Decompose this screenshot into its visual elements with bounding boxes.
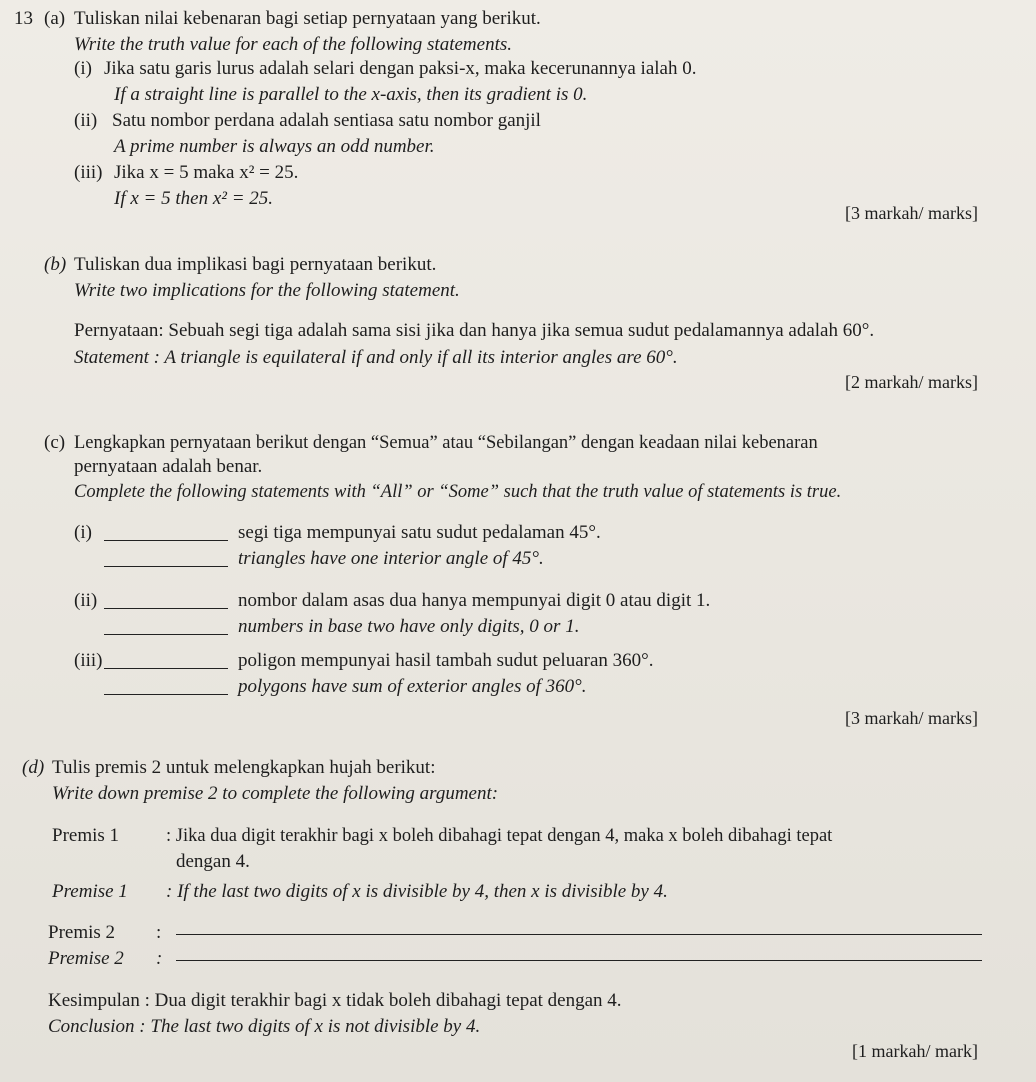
part-c-item-num: (iii) — [74, 650, 103, 671]
part-d-instruction-ms: Tulis premis 2 untuk melengkapkan hujah berikut: — [52, 757, 436, 778]
part-b-instruction-en: Write two implications for the following statement. — [74, 280, 460, 301]
conclusion-en: Conclusion : The last two digits of x is not divisible by 4. — [48, 1016, 481, 1037]
part-c-item-ms: nombor dalam asas dua hanya mempunyai digit 0 atau digit 1. — [238, 590, 711, 611]
part-a-item-num: (iii) — [74, 162, 103, 183]
part-a-item-num: (ii) — [74, 110, 98, 131]
part-b-label: (b) — [44, 254, 67, 275]
part-c-item-num: (ii) — [74, 590, 98, 611]
part-b-instruction-ms: Tuliskan dua implikasi bagi pernyataan berikut. — [74, 254, 437, 275]
part-a-item-en: If a straight line is parallel to the x-axis, then its gradient is 0. — [114, 84, 588, 105]
part-a-instruction-ms: Tuliskan nilai kebenaran bagi setiap pernyataan yang berikut. — [74, 8, 541, 29]
premise-2-label: Premise 2 — [48, 948, 124, 969]
part-c-item-ms: segi tiga mempunyai satu sudut pedalaman 45°. — [238, 522, 601, 543]
part-c-item-ms: poligon mempunyai hasil tambah sudut peluaran 360°. — [238, 650, 654, 671]
premis-2-answer-line[interactable] — [176, 934, 982, 935]
part-c-item-num: (i) — [74, 522, 92, 543]
premise-1-en: : If the last two digits of x is divisible by 4, then x is divisible by 4. — [166, 881, 668, 902]
part-a-label: (a) — [44, 8, 66, 29]
part-b-statement-en: Statement : A triangle is equilateral if and only if all its interior angles are 60°. — [74, 347, 678, 368]
part-c-marks: [3 markah/ marks] — [845, 708, 978, 728]
answer-blank[interactable] — [104, 566, 228, 567]
part-c-item-en: polygons have sum of exterior angles of 360°. — [238, 676, 587, 697]
premis-1-ms-cont: dengan 4. — [176, 851, 250, 872]
part-c-instruction-en: Complete the following statements with “All” or “Some” such that the truth value of statements is true. — [74, 482, 842, 502]
part-c-label: (c) — [44, 432, 66, 453]
part-d-marks: [1 markah/ mark] — [852, 1041, 978, 1061]
part-a-item-en: If x = 5 then x² = 25. — [114, 188, 274, 209]
conclusion-ms: Kesimpulan : Dua digit terakhir bagi x tidak boleh dibahagi tepat dengan 4. — [48, 990, 622, 1011]
answer-blank[interactable] — [104, 668, 228, 669]
part-b-statement-ms: Pernyataan: Sebuah segi tiga adalah sama sisi jika dan hanya jika semua sudut pedalamannya adalah 60°. — [74, 320, 875, 341]
premise-2-answer-line[interactable] — [176, 960, 982, 961]
premis-2-colon: : — [156, 922, 162, 943]
part-c-item-en: triangles have one interior angle of 45°. — [238, 548, 544, 569]
part-a-item-ms: Jika satu garis lurus adalah selari dengan paksi-x, maka kecerunannya ialah 0. — [104, 58, 697, 79]
part-a-item-ms: Jika x = 5 maka x² = 25. — [114, 162, 299, 183]
answer-blank[interactable] — [104, 608, 228, 609]
answer-blank[interactable] — [104, 694, 228, 695]
premise-1-label: Premise 1 — [52, 881, 128, 902]
part-a-item-ms: Satu nombor perdana adalah sentiasa satu nombor ganjil — [112, 110, 541, 131]
premis-2-label: Premis 2 — [48, 922, 116, 943]
part-a-item-num: (i) — [74, 58, 92, 79]
part-a-item-en: A prime number is always an odd number. — [114, 136, 435, 157]
part-d-instruction-en: Write down premise 2 to complete the following argument: — [52, 783, 499, 804]
part-a-marks: [3 markah/ marks] — [845, 203, 978, 223]
premis-1-label: Premis 1 — [52, 825, 120, 846]
part-c-item-en: numbers in base two have only digits, 0 or 1. — [238, 616, 580, 637]
part-d-label: (d) — [22, 757, 45, 778]
premis-1-ms: : Jika dua digit terakhir bagi x boleh dibahagi tepat dengan 4, maka x boleh dibahagi tepat — [166, 826, 833, 846]
part-a-instruction-en: Write the truth value for each of the following statements. — [74, 34, 513, 55]
answer-blank[interactable] — [104, 540, 228, 541]
part-c-instruction-ms: Lengkapkan pernyataan berikut dengan “Semua” atau “Sebilangan” dengan keadaan nilai kebenaran — [74, 433, 818, 453]
question-number: 13 — [14, 8, 33, 29]
answer-blank[interactable] — [104, 634, 228, 635]
premise-2-colon: : — [156, 948, 163, 969]
part-c-instruction-ms-cont: pernyataan adalah benar. — [74, 456, 263, 477]
part-b-marks: [2 markah/ marks] — [845, 372, 978, 392]
